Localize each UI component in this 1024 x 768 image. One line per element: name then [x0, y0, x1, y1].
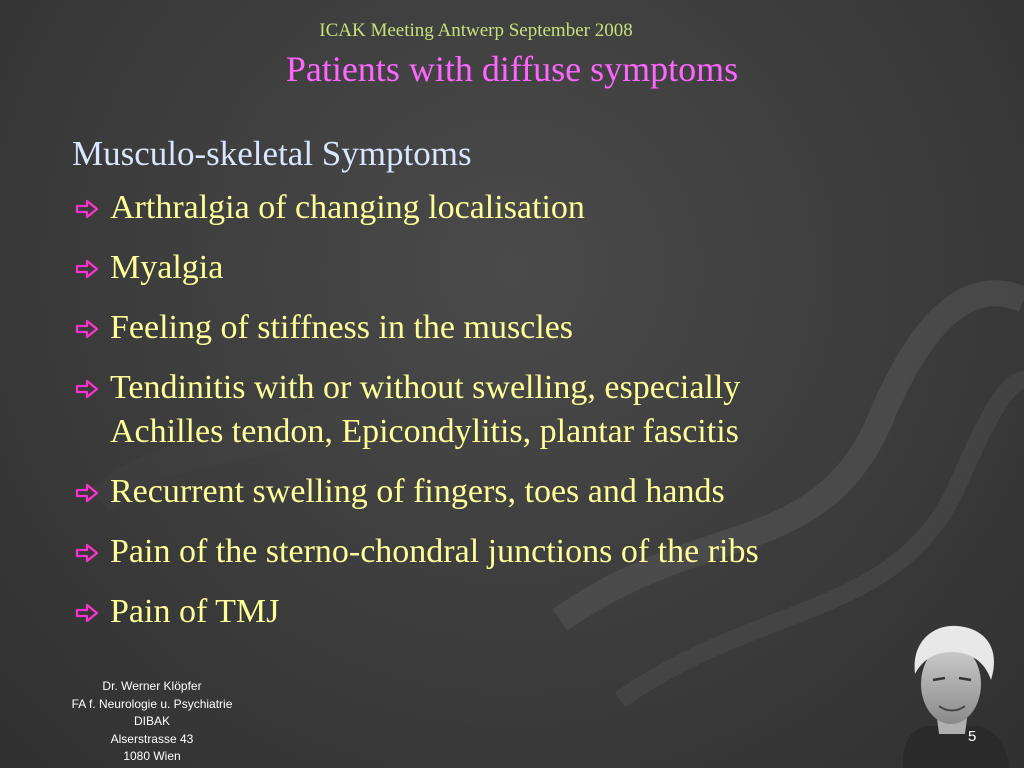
footer-address — [40, 678, 264, 766]
page-number: 5 — [968, 728, 977, 745]
arrow-right-icon — [72, 532, 104, 572]
footer-line: FA f. Neurologie u. Psychiatrie — [71, 696, 233, 711]
arrow-right-icon — [72, 472, 104, 512]
bullet-item — [72, 530, 1012, 574]
bullet-text-line: Recurrent swelling of fingers, toes and hands — [110, 473, 725, 510]
arrow-right-icon — [72, 308, 104, 348]
footer-line: Dr. Werner Klöpfer — [102, 679, 202, 693]
bullet-text-line: Pain of the sterno-chondral junctions of the ribs — [110, 533, 759, 570]
footer-line: DIBAK — [133, 714, 170, 728]
footer-line: Alserstrasse 43 — [110, 731, 194, 746]
section-heading: Musculo-skeletal Symptoms — [72, 134, 472, 173]
bullet-list — [72, 186, 1012, 634]
bullet-item — [72, 246, 1012, 290]
arrow-right-icon — [72, 592, 104, 632]
arrow-right-icon — [72, 368, 104, 408]
bullet-text-line: Arthralgia of changing localisation — [110, 189, 585, 226]
slide-title: Patients with diffuse symptoms — [285, 49, 739, 89]
bullet-text-line: Tendinitis with or without swelling, especially — [110, 369, 741, 406]
bullet-text-line: Achilles tendon, Epicondylitis, plantar fascitis — [110, 413, 739, 450]
presenter-photo — [893, 622, 1011, 768]
bullet-item — [72, 470, 1012, 514]
bullet-item — [72, 186, 1012, 230]
arrow-right-icon — [72, 188, 104, 228]
footer-line: 1080 Wien — [123, 749, 181, 763]
arrow-right-icon — [72, 248, 104, 288]
bullet-text-line: Pain of TMJ — [110, 593, 280, 630]
content-area — [72, 130, 1012, 650]
bullet-text-line: Myalgia — [110, 249, 224, 286]
bullet-text-line: Feeling of stiffness in the muscles — [110, 309, 574, 346]
bullet-item — [72, 366, 1012, 454]
meeting-subtitle: ICAK Meeting Antwerp September 2008 — [319, 20, 633, 41]
bullet-item — [72, 590, 1012, 634]
bullet-item — [72, 306, 1012, 350]
